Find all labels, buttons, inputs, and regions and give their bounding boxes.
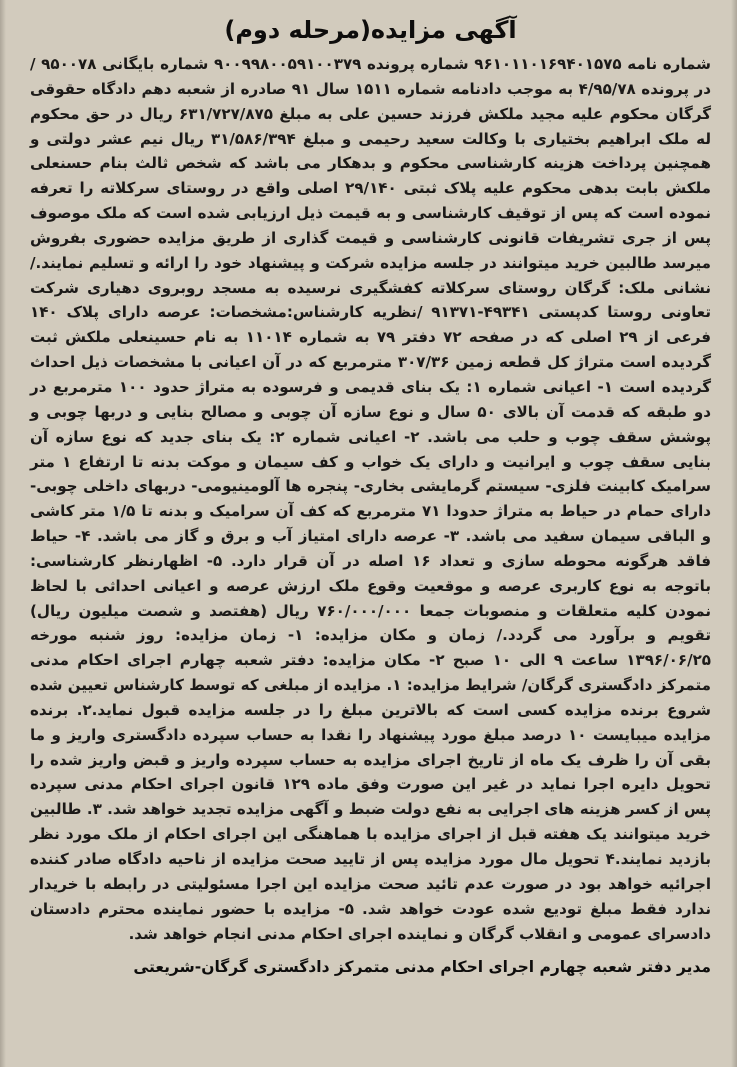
right-edge-shadow	[731, 0, 737, 1067]
notice-title: آگهی مزایده(مرحله دوم)	[224, 16, 517, 44]
left-edge-shadow	[0, 0, 6, 1067]
notice-signature: مدیر دفتر شعبه چهارم اجرای احکام مدنی متمرکز دادگستری گرگان-شریعتی	[133, 958, 711, 977]
notice-body: شماره نامه ۹۶۱۰۱۱۰۱۶۹۴۰۱۵۷۵ شماره پرونده ۹۰۰۹۹۸۰۰۵۹۱۰۰۳۷۹ شماره بایگانی ۹۵۰۰۷۸ / در پرونده ۴/۹۵/۷۸ به موجب دادنامه شماره ۱۵۱۱ سال ۹۱ صادره از شعبه دهم دادگاه حقوقی گرگان محکوم علیه مجید ملکش فرزند حسین علی به مبلغ ۶۳۱/۷۲۷/۸۷۵ ریال در حق محکوم له ملک ابراهیم بختیاری با وکالت سعید رحیمی و مبلغ ۳۱/۵۸۶/۳۹۴ ریال نیم عشر دولتی و همچنین پرداخت هزینه کارشناسی محکوم و بدهکار می باشد که شخص ثالث بنام حسنعلی ملکش بابت بدهی محکوم علیه پلاک ثبتی ۲۹/۱۴۰ اصلی واقع در روستای سرکلاته را تعرفه نموده است که پس از توقیف کارشناسی و به قیمت ذیل ارزیابی شده است که ملک موصوف پس از جری تشریفات قانونی کارشناسی و قیمت گذاری از طریق مزایده حضوری بفروش میرسد طالبین خرید میتوانند در جلسه مزایده شرکت و پیشنهاد خود را ارائه و تسلیم نمایند./ نشانی ملک: گرگان روستای سرکلاته کفشگیری نرسیده به مسجد روبروی دهیاری شرکت تعاونی روستا کدپستی ۴۹۳۴۱-۹۱۳۷۱ /نظریه کارشناس:مشخصات: عرصه دارای پلاک ۱۴۰ فرعی از ۲۹ اصلی که در صفحه ۷۲ دفتر ۷۹ به شماره ۱۱۰۱۴ به نام حسینعلی ملکش ثبت گردیده است متراژ کل قطعه زمین ۳۰۷/۳۶ مترمربع که در آن اعیانی با مشخصات ذیل احداث گردیده است ۱- اعیانی شماره ۱: یک بنای قدیمی و فرسوده به متراژ حدود ۱۰۰ مترمربع در دو طبقه که قدمت آن بالای ۵۰ سال و نوع سازه آن چوبی و مصالح بنایی و دربها چوبی و پوشش سقف چوب و حلب می باشد. ۲- اعیانی شماره ۲: یک بنای جدید که نوع سازه آن بنایی سقف چوب و ایرانیت و دارای یک خواب و کف سیمان و موکت بدنه تا ارتفاع ۱ متر سرامیک کابینت فلزی- سیستم گرمایشی بخاری- پنجره ها آلومینیومی- دربهای داخلی چوبی- دارای حمام در حیاط به متراژ حدودا ۷۱ مترمربع که کف آن سرامیک و بدنه تا ۱/۵ متر کاشی و الباقی سیمان سفید می باشد. ۳- عرصه دارای امتیاز آب و برق و گاز می باشد. ۴- حیاط فاقد هرگونه محوطه سازی و تعداد ۱۶ اصله در آن قرار دارد. ۵- اظهارنظر کارشناسی: باتوجه به نوع کاربری عرصه و موقعیت وقوع ملک ارزش عرصه و اعیانی احداثی با لحاظ نمودن کلیه متعلقات و منصوبات جمعا ۷۶۰/۰۰۰/۰۰۰ ریال (هفتصد و شصت میلیون ریال) تقویم و برآورد می گردد./ زمان و مکان مزایده: ۱- زمان مزایده: روز شنبه مورخه ۱۳۹۶/۰۶/۲۵ ساعت ۹ الی ۱۰ صبح ۲- مکان مزایده: دفتر شعبه چهارم اجرای احکام مدنی متمرکز دادگستری گرگان/ شرایط مزایده: ۱. مزایده از مبلغی که توسط کارشناس تعیین شده شروع برنده مزایده کسی است که بالاترین مبلغ را در جلسه مزایده قبول نماید.۲. برنده مزایده میبایست ۱۰ درصد مبلغ مورد پیشنهاد را نقدا به حساب سپرده دادگستری واریز و ما بقی آن را ظرف یک ماه از تاریخ اجرای مزایده به حساب سپرده واریز و قبض واریز شده را تحویل دایره اجرا نماید در غیر این صورت وفق ماده ۱۲۹ قانون اجرای احکام مدنی سپرده پس از کسر هزینه های اجرایی به نفع دولت ضبط و آگهی مزایده تجدید خواهد شد. ۳. طالبین خرید میتوانند یک هفته قبل از اجرای مزایده با هماهنگی این اجرای احکام از ملک مورد نظر بازدید نمایند.۴ تحویل مال مورد مزایده پس از تایید صحت مزایده از ناحیه دادگاه صادر کننده اجرائیه خواهد بود در صورت عدم تائید صحت مزایده این اجرا مسئولیتی در رابطه با خریدار ندارد فقط مبلغ تودیع شده عودت خواهد شد. ۵- مزایده با حضور نماینده محترم دادستان دادسرای عمومی و انقلاب گرگان و نماینده اجرای احکام مدنی انجام خواهد شد.	[30, 55, 712, 943]
